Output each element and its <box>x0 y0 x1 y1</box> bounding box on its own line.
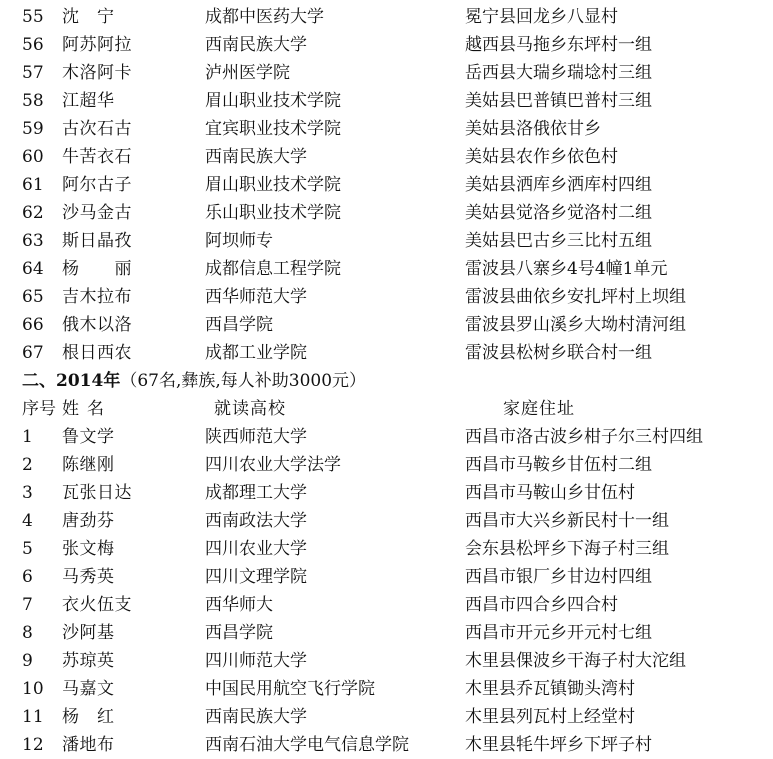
row-address: 冕宁县回龙乡八显村 <box>465 7 618 27</box>
row-name: 张文梅 <box>62 539 115 559</box>
row-address: 木里县牦牛坪乡下坪子村 <box>465 735 652 755</box>
row-num: 64 <box>22 259 44 279</box>
row-school: 四川农业大学法学 <box>205 455 341 475</box>
row-name: 阿尔古子 <box>62 175 132 195</box>
row-address: 西昌市四合乡四合村 <box>465 595 618 615</box>
header-address: 家庭住址 <box>503 399 575 419</box>
row-school: 西华师大 <box>205 595 273 615</box>
row-address: 西昌市马鞍山乡甘伍村 <box>465 483 635 503</box>
row-name: 阿苏阿拉 <box>62 35 132 55</box>
row-address: 木里县倮波乡干海子村大沱组 <box>465 651 686 671</box>
table-row <box>0 59 773 87</box>
table-row <box>0 255 773 283</box>
row-num: 56 <box>22 35 44 55</box>
row-num: 61 <box>22 175 44 195</box>
row-address: 美姑县洛俄依甘乡 <box>465 119 601 139</box>
row-num: 9 <box>22 651 33 671</box>
row-address: 美姑县巴古乡三比村五组 <box>465 231 652 251</box>
table-row <box>0 87 773 115</box>
table-row <box>0 591 773 619</box>
row-num: 8 <box>22 623 33 643</box>
table-row <box>0 675 773 703</box>
table-row <box>0 339 773 367</box>
row-name: 杨 红 <box>62 707 115 727</box>
row-name: 木洛阿卡 <box>62 63 132 83</box>
row-name: 陈继刚 <box>62 455 115 475</box>
table-row <box>0 227 773 255</box>
row-num: 6 <box>22 567 33 587</box>
row-school: 成都信息工程学院 <box>205 259 341 279</box>
table-row <box>0 479 773 507</box>
table-row <box>0 535 773 563</box>
row-school: 乐山职业技术学院 <box>205 203 341 223</box>
row-school: 成都中医药大学 <box>205 7 324 27</box>
row-num: 55 <box>22 7 44 27</box>
header-num: 序号 <box>22 399 56 419</box>
row-address: 西昌市马鞍乡甘伍村二组 <box>465 455 652 475</box>
table-row <box>0 423 773 451</box>
row-num: 11 <box>22 707 44 727</box>
section-heading: 二、2014年 <box>22 371 121 391</box>
row-num: 57 <box>22 63 44 83</box>
table-row <box>0 143 773 171</box>
header-name: 姓名 <box>62 399 112 419</box>
row-school: 成都理工大学 <box>205 483 307 503</box>
row-name: 马秀英 <box>62 567 115 587</box>
row-address: 美姑县洒库乡洒库村四组 <box>465 175 652 195</box>
row-name: 苏琼英 <box>62 651 115 671</box>
row-address: 会东县松坪乡下海子村三组 <box>465 539 669 559</box>
row-school: 四川文理学院 <box>205 567 307 587</box>
header-school: 就读高校 <box>214 399 286 419</box>
row-address: 木里县乔瓦镇锄头湾村 <box>465 679 635 699</box>
row-name: 根日西农 <box>62 343 132 363</box>
row-address: 越西县马拖乡东坪村一组 <box>465 35 652 55</box>
row-school: 西昌学院 <box>205 315 273 335</box>
table-row <box>0 451 773 479</box>
row-address: 雷波县罗山溪乡大坳村清河组 <box>465 315 686 335</box>
table-row <box>0 731 773 759</box>
row-school: 眉山职业技术学院 <box>205 91 341 111</box>
row-school: 陕西师范大学 <box>205 427 307 447</box>
row-num: 7 <box>22 595 33 615</box>
table-row <box>0 507 773 535</box>
row-name: 俄木以洛 <box>62 315 132 335</box>
row-num: 62 <box>22 203 44 223</box>
row-school: 西昌学院 <box>205 623 273 643</box>
table-row <box>0 283 773 311</box>
row-name: 斯日晶孜 <box>62 231 132 251</box>
row-school: 成都工业学院 <box>205 343 307 363</box>
row-num: 60 <box>22 147 44 167</box>
row-name: 唐劲芬 <box>62 511 115 531</box>
table-row <box>0 647 773 675</box>
row-address: 美姑县觉洛乡觉洛村二组 <box>465 203 652 223</box>
row-school: 四川农业大学 <box>205 539 307 559</box>
table-row <box>0 199 773 227</box>
row-num: 3 <box>22 483 33 503</box>
row-school: 中国民用航空飞行学院 <box>205 679 375 699</box>
row-school: 眉山职业技术学院 <box>205 175 341 195</box>
row-num: 5 <box>22 539 33 559</box>
row-name: 衣火伍支 <box>62 595 132 615</box>
row-address: 雷波县八寨乡4号4幢1单元 <box>465 259 668 279</box>
row-num: 1 <box>22 427 33 447</box>
row-address: 雷波县松树乡联合村一组 <box>465 343 652 363</box>
row-school: 西南政法大学 <box>205 511 307 531</box>
row-address: 美姑县农作乡依色村 <box>465 147 618 167</box>
row-address: 木里县列瓦村上经堂村 <box>465 707 635 727</box>
row-school: 西南民族大学 <box>205 147 307 167</box>
row-name: 杨 丽 <box>62 259 132 279</box>
row-school: 宜宾职业技术学院 <box>205 119 341 139</box>
table-row <box>0 703 773 731</box>
table-row <box>0 619 773 647</box>
row-num: 66 <box>22 315 44 335</box>
row-address: 西昌市洛古波乡柑子尔三村四组 <box>465 427 703 447</box>
table-row <box>0 31 773 59</box>
row-num: 58 <box>22 91 44 111</box>
row-num: 12 <box>22 735 44 755</box>
row-address: 西昌市开元乡开元村七组 <box>465 623 652 643</box>
row-school: 西南石油大学电气信息学院 <box>205 735 409 755</box>
row-name: 鲁文学 <box>62 427 115 447</box>
row-name: 沈 宁 <box>62 7 115 27</box>
row-name: 江超华 <box>62 91 115 111</box>
section-note: （67名,彝族,每人补助3000元） <box>120 371 367 391</box>
table-row <box>0 3 773 31</box>
row-num: 63 <box>22 231 44 251</box>
row-num: 10 <box>22 679 44 699</box>
row-name: 牛苦衣石 <box>62 147 132 167</box>
table-row <box>0 171 773 199</box>
row-num: 59 <box>22 119 44 139</box>
row-address: 西昌市银厂乡甘边村四组 <box>465 567 652 587</box>
row-name: 沙阿基 <box>62 623 115 643</box>
row-num: 4 <box>22 511 33 531</box>
table-header-row <box>0 395 773 423</box>
row-school: 西南民族大学 <box>205 35 307 55</box>
row-school: 阿坝师专 <box>205 231 273 251</box>
row-num: 67 <box>22 343 44 363</box>
row-address: 美姑县巴普镇巴普村三组 <box>465 91 652 111</box>
row-school: 西南民族大学 <box>205 707 307 727</box>
row-num: 65 <box>22 287 44 307</box>
row-address: 岳西县大瑞乡瑞埝村三组 <box>465 63 652 83</box>
row-name: 古次石古 <box>62 119 132 139</box>
row-address: 西昌市大兴乡新民村十一组 <box>465 511 669 531</box>
row-school: 四川师范大学 <box>205 651 307 671</box>
row-school: 泸州医学院 <box>205 63 290 83</box>
table-row <box>0 115 773 143</box>
row-name: 潘地布 <box>62 735 115 755</box>
row-address: 雷波县曲依乡安扎坪村上坝组 <box>465 287 686 307</box>
table-row <box>0 311 773 339</box>
row-name: 瓦张日达 <box>62 483 132 503</box>
row-name: 吉木拉布 <box>62 287 132 307</box>
row-school: 西华师范大学 <box>205 287 307 307</box>
section-title <box>22 367 366 395</box>
row-name: 沙马金古 <box>62 203 132 223</box>
row-name: 马嘉文 <box>62 679 115 699</box>
table-row <box>0 563 773 591</box>
row-num: 2 <box>22 455 33 475</box>
